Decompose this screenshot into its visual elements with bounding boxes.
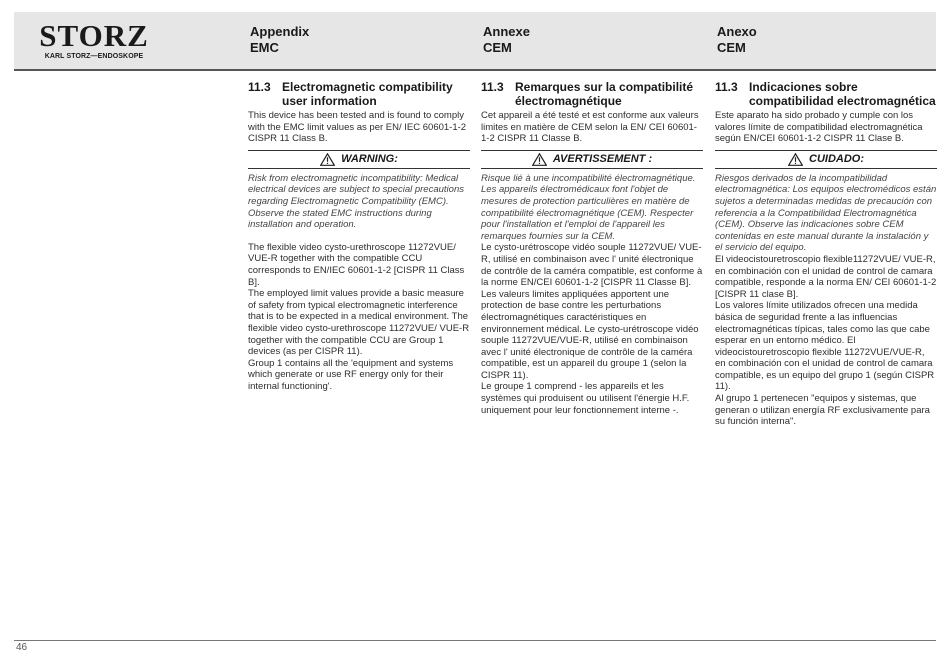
section-title	[481, 80, 703, 108]
header-french-line2: CEM	[483, 40, 512, 55]
section-number: 11.3	[248, 80, 271, 94]
body-paragraph: Les valeurs limites appliquées apportent une protection de base contre les perturbations électromagnétiques caractéristiques en environnement médical. Le cysto-urétroscope vidéo souple 11272VUE/VUE-R, utilisé en combinaison avec l' unité électronique de contrôle de la caméra compatible, est un appareil du groupe 1 (selon la CISPR 11).	[481, 288, 699, 381]
footer-divider	[14, 640, 936, 641]
warning-box	[248, 150, 470, 169]
header-english-line2: EMC	[250, 40, 279, 55]
header-band	[14, 12, 936, 69]
header-french-line1: Annexe	[483, 24, 530, 39]
logo-wordmark: STORZ	[39, 18, 149, 53]
body-paragraph: El videocistouretroscopio flexible11272VUE/ VUE-R, en combinación con el unidad de control de camara compatible, responde a la norma EN/ CEI 60601-1-2 [CISPR 11 clase B].	[715, 253, 937, 300]
warning-triangle-icon	[532, 153, 547, 166]
warning-text: Risk from electromagnetic incompatibility: Medical electrical devices are subject to special precautions regarding Electromagnetic Compatibility (EMC). Observe the stated EMC instructions during installation and operation.	[248, 172, 464, 231]
body-paragraph: The employed limit values provide a basic measure of safety from typical electromagnetic interference that is to be expected in a medical environment. The flexible video cysto-urethroscope 11272VUE/ VUE-R together with the compatible CCU are Group 1 devices (as per CISPR 11).	[248, 288, 470, 358]
section-title	[248, 80, 470, 108]
section-title	[715, 80, 937, 108]
warning-text: Risque lié à une incompatibilité électromagnétique. Les appareils électromédicaux font l'objet de mesures de protection particulières en matière de compatibilité électromagnétique (CEM). Respecter pour l'installation et l'emploi de l'appareil les remarques fournies sur la CEM.	[481, 172, 696, 242]
logo-subtitle: KARL STORZ—ENDOSKOPE	[44, 53, 144, 60]
warning-box	[715, 150, 937, 169]
storz-logo	[36, 20, 152, 62]
header-english	[250, 24, 309, 56]
warning-triangle-icon	[320, 153, 335, 166]
body-paragraph: Group 1 contains all the 'equipment and systems which generate or use RF energy only for their internal functioning'.	[248, 357, 454, 392]
section-number: 11.3	[715, 80, 738, 94]
warning-triangle-icon	[788, 153, 803, 166]
warning-label: CUIDADO:	[809, 153, 864, 166]
column-spanish	[715, 80, 937, 428]
body-paragraph: The flexible video cysto-urethroscope 11272VUE/ VUE-R together with the compatible CCU corresponds to EN/IEC 60601-1-2 [CISPR 11 Class B].	[248, 241, 465, 288]
warning-label: WARNING:	[341, 153, 398, 166]
section-number: 11.3	[481, 80, 504, 94]
section-heading: Indicaciones sobre compatibilidad electromagnética	[749, 80, 936, 108]
warning-text: Riesgos derivados de la incompatibilidad electromagnética: Los equipos electromédicos están sujetos a determinadas medidas de precaución con referencia a la Compatibilidad Electromagnética (CEM). Observe las indicaciones sobre CEM contenidas en este manual durante la instalación y el servicio del equipo.	[715, 172, 937, 254]
warning-label: AVERTISSEMENT :	[552, 153, 653, 166]
body-paragraph: Le cysto-urétroscope vidéo souple 11272VUE/ VUE-R, utilisé en combinaison avec l' unité électronique de contrôle de la caméra compatible, est conforme à la norme EN/CEI 60601-1-2 [CISPR 11 Classe B].	[481, 242, 703, 289]
column-english	[248, 80, 470, 392]
header-english-line1: Appendix	[250, 24, 310, 39]
warning-box	[481, 150, 703, 169]
intro-text: Cet appareil a été testé et est conforme aux valeurs limites en matière de CEM selon la EN/ CEI 60601-1-2 CISPR 11 Classe B.	[481, 110, 699, 145]
page-number: 46	[16, 642, 28, 653]
body-paragraph: Al grupo 1 pertenecen "equipos y sistemas, que generan o utilizan energía RF exclusivamente para su función interna".	[715, 393, 930, 428]
header-spanish-line1: Anexo	[717, 24, 757, 39]
header-french	[483, 24, 530, 56]
body-paragraph: Le groupe 1 comprend - les appareils et les systèmes qui produisent ou utilisent l'énergie H.F. uniquement pour leur fonctionnement interne -.	[481, 381, 690, 416]
section-heading: Electromagnetic compatibility user information	[282, 80, 453, 108]
header-spanish	[717, 24, 757, 56]
header-divider	[14, 69, 936, 71]
section-heading: Remarques sur la compatibilité électromagnétique	[515, 80, 694, 108]
body-paragraph: Los valores límite utilizados ofrecen una medida básica de seguridad frente a las influencias electromagnéticas típicas, tales como las que cabe esperar en un entorno médico. El videocistouretroscopio flexible 11272VUE/VUE-R, en combinación con el unidad de control de camara compatible, es un equipo del grupo 1 (según CISPR 11).	[715, 300, 935, 393]
column-french	[481, 80, 703, 416]
header-spanish-line2: CEM	[717, 40, 746, 55]
intro-text: Este aparato ha sido probado y cumple con los valores límite de compatibilidad electromagnética según EN/CEI 60601-1-2 CISPR 11 Clase B.	[715, 110, 923, 145]
intro-text: This device has been tested and is found to comply with the EMC limit values as per EN/ IEC 60601-1-2 CISPR 11 Class B.	[248, 110, 467, 145]
